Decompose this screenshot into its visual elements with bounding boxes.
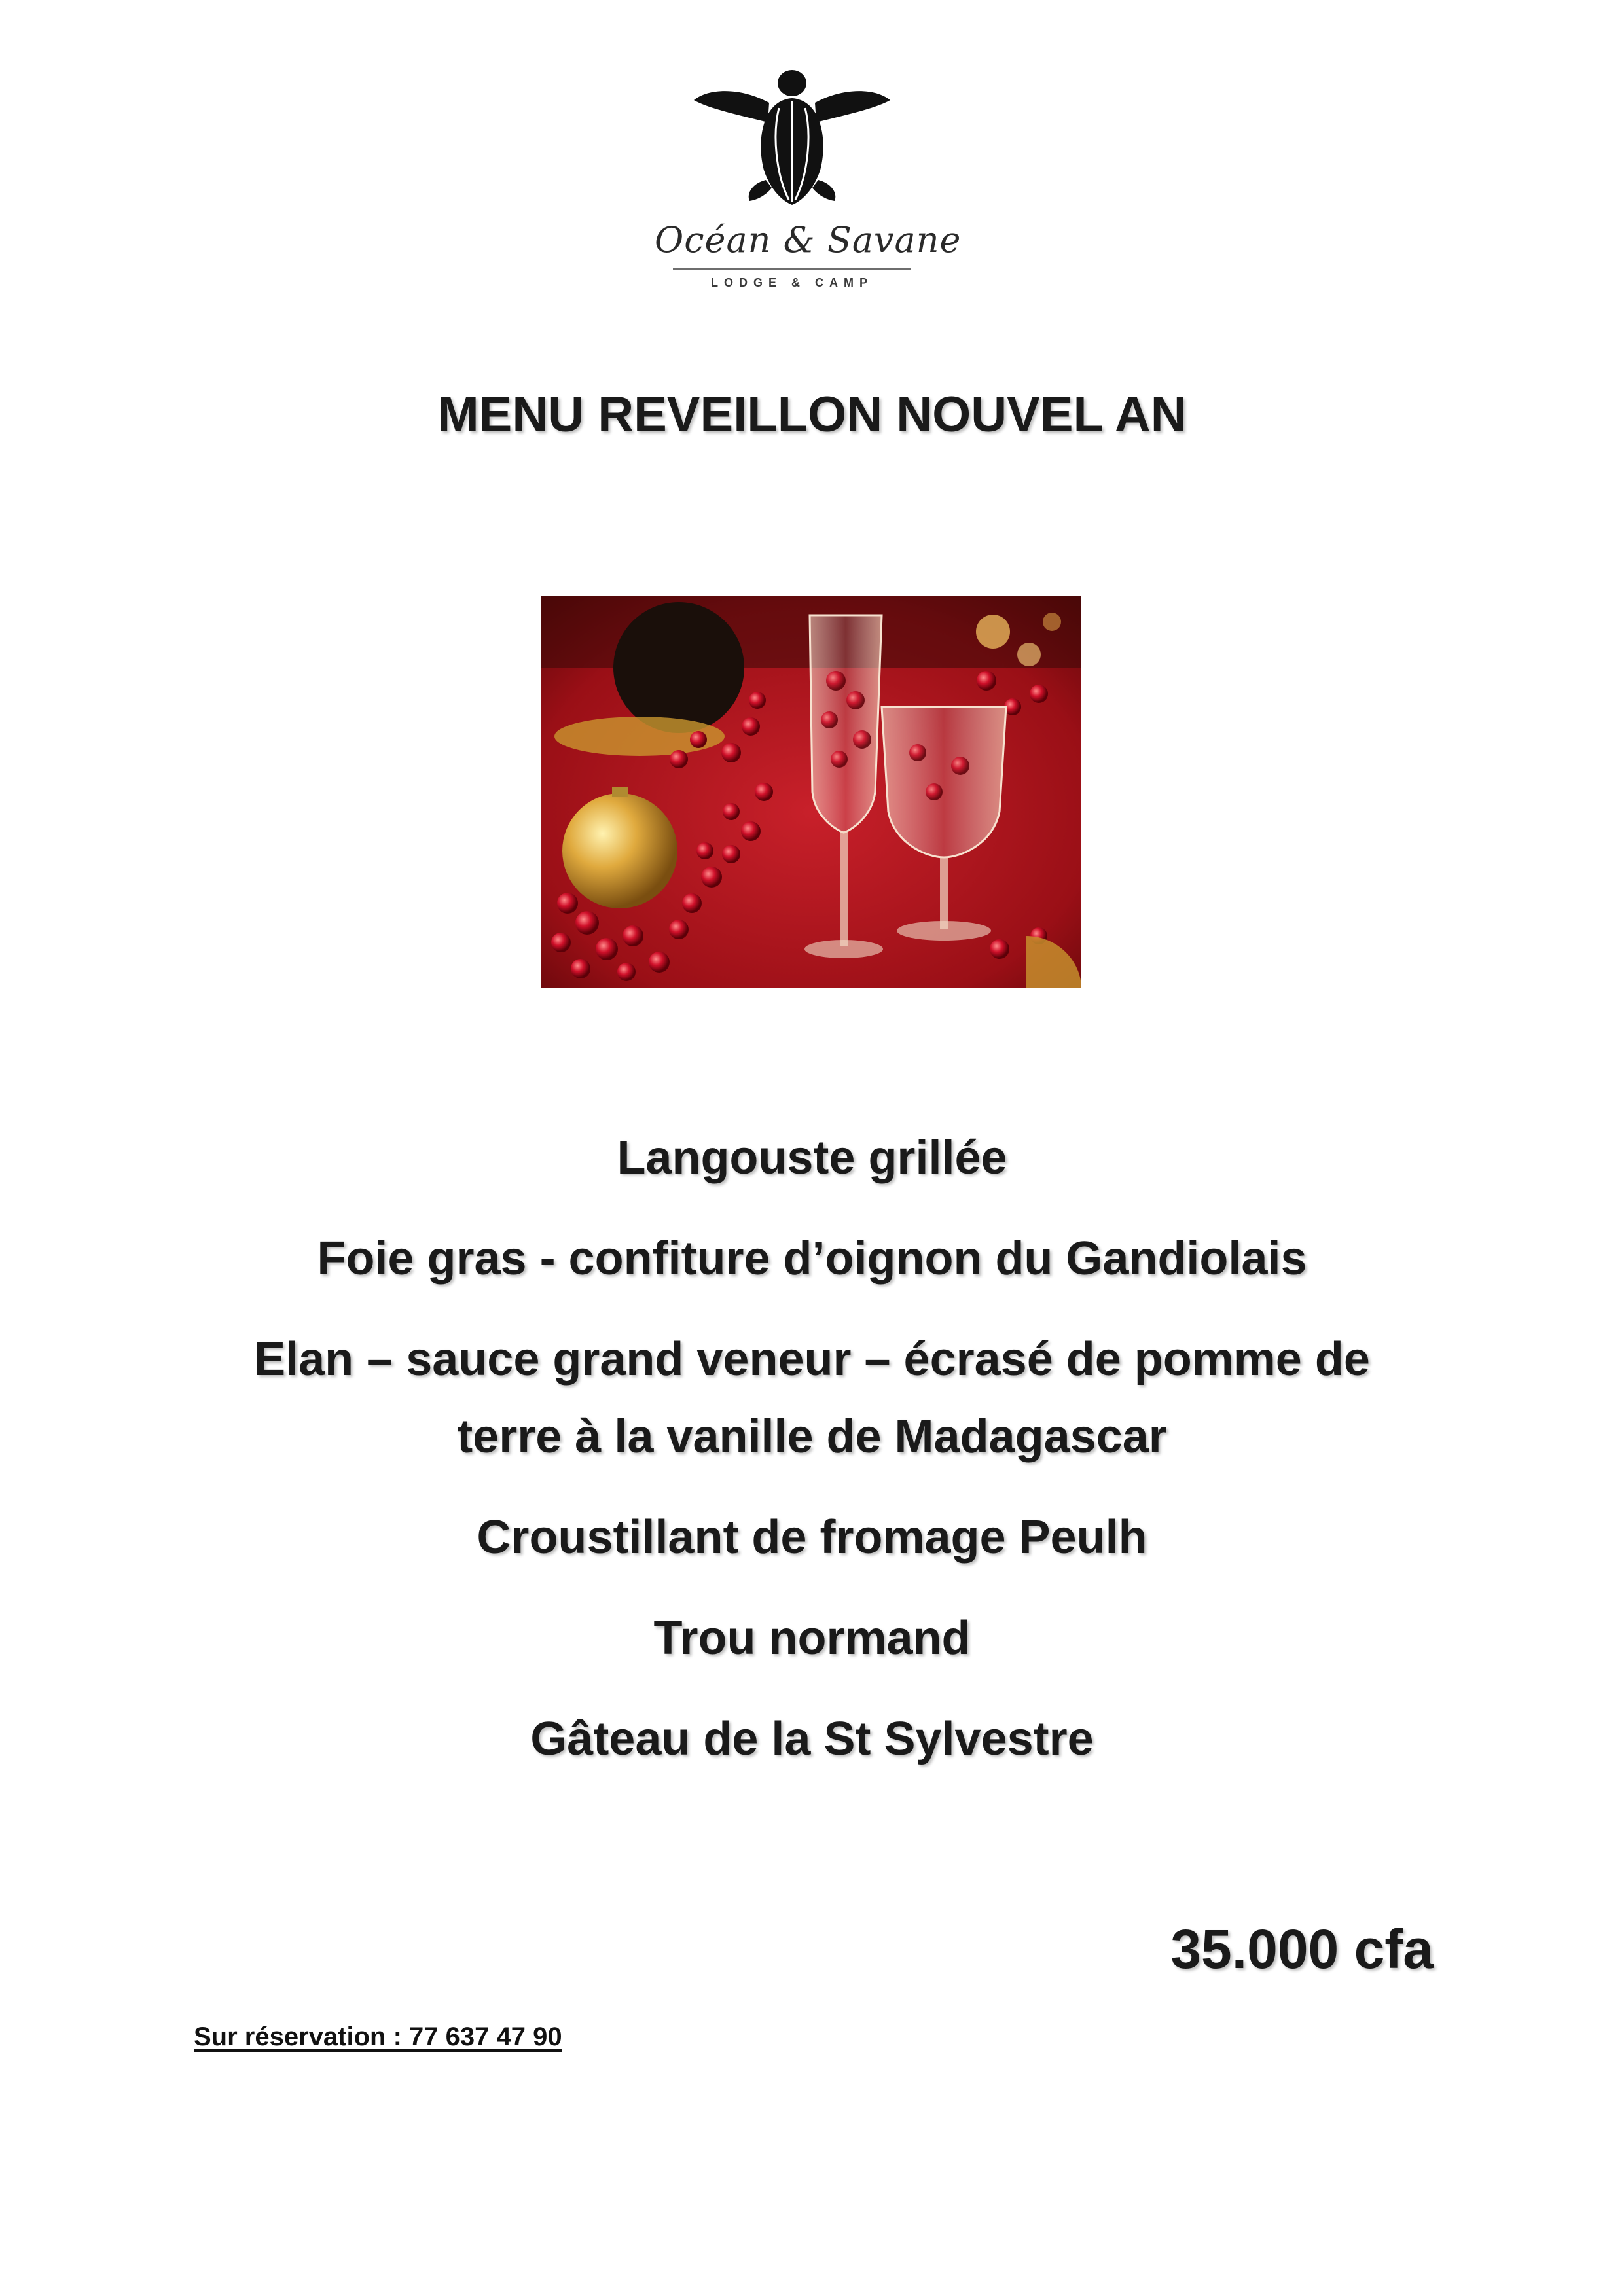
champagne-glasses-image	[541, 596, 1081, 988]
dish-list	[196, 1119, 1428, 1801]
brand-tagline: LODGE & CAMP	[710, 276, 873, 289]
dish-item: Croustillant de fromage Peulh	[477, 1511, 1147, 1564]
brand-divider	[673, 268, 911, 270]
menu-title: MENU REVEILLON NOUVEL AN	[437, 387, 1187, 442]
dish-item: Langouste grillée	[617, 1132, 1007, 1184]
dish-item: Gâteau de la St Sylvestre	[530, 1713, 1094, 1765]
reservation-phone: Sur réservation : 77 637 47 90	[194, 2022, 562, 2051]
menu-price: 35.000 cfa	[1170, 1918, 1434, 1980]
dish-item: Elan – sauce grand veneur – écrasé de pomme de terre à la vanille de Madagascar	[254, 1333, 1370, 1463]
dish-item: Foie gras - confiture d’oignon du Gandiolais	[317, 1232, 1307, 1285]
turtle-icon	[691, 62, 893, 209]
dish-item: Trou normand	[653, 1612, 971, 1664]
logo	[655, 52, 962, 301]
festive-photo	[541, 596, 1081, 988]
brand-name: Océan & Savane	[655, 219, 962, 260]
